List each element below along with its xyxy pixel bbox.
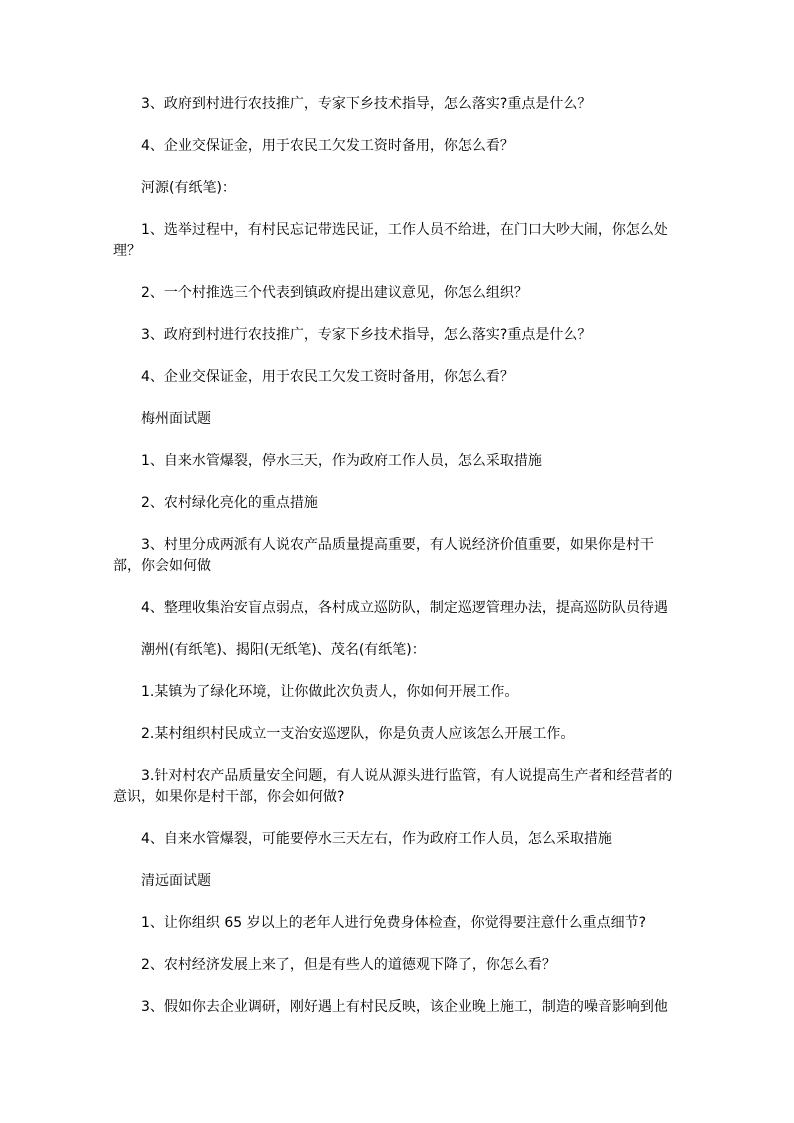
- question-item: 2、农村经济发展上来了，但是有些人的道德观下降了，你怎么看？: [141, 957, 556, 973]
- question-item: 1、让你组织 65 岁以上的老年人进行免费身体检查，你觉得要注意什么重点细节?: [141, 915, 647, 931]
- question-item: 1、选举过程中，有村民忘记带选民证，工作人员不给进，在门口大吵大闹，你怎么处理？: [113, 222, 668, 259]
- question-item: 1.某镇为了绿化环境，让你做此次负责人，你如何开展工作。: [141, 684, 519, 700]
- question-item: 4、自来水管爆裂，可能要停水三天左右，作为政府工作人员，怎么采取措施: [141, 831, 612, 847]
- question-item: 3、政府到村进行农技推广，专家下乡技术指导，怎么落实?重点是什么？: [141, 96, 592, 112]
- question-item: 2、一个村推选三个代表到镇政府提出建议意见，你怎么组织？: [141, 285, 528, 301]
- question-item: 3、村里分成两派有人说农产品质量提高重要，有人说经济价值重要，如果你是村干部，你会如何做: [113, 537, 654, 574]
- section-title-qingyuan: 清远面试题: [141, 873, 211, 889]
- section-label-chaozhou-jieyang-maoming: 潮州(有纸笔)、揭阳(无纸笔)、茂名(有纸笔)：: [141, 642, 426, 658]
- question-item: 3、假如你去企业调研，刚好遇上有村民反映，该企业晚上施工，制造的噪音影响到他: [141, 999, 668, 1015]
- question-item: 1、自来水管爆裂，停水三天，作为政府工作人员，怎么采取措施: [141, 453, 542, 469]
- question-item: 2、农村绿化亮化的重点措施: [141, 495, 318, 511]
- document-body-text: [113, 94, 681, 1039]
- question-item: 4、整理收集治安盲点弱点，各村成立巡防队，制定巡逻管理办法，提高巡防队员待遇: [141, 600, 668, 616]
- question-item: 4、企业交保证金，用于农民工欠发工资时备用，你怎么看？: [141, 138, 514, 154]
- question-item: 3.针对村农产品质量安全问题，有人说从源头进行监管，有人说提高生产者和经营者的意识，如果你是村干部，你会如何做?: [113, 768, 673, 805]
- question-item: 4、企业交保证金，用于农民工欠发工资时备用，你怎么看？: [141, 369, 514, 385]
- question-item: 2.某村组织村民成立一支治安巡逻队，你是负责人应该怎么开展工作。: [141, 726, 575, 742]
- section-label-heyuan: 河源(有纸笔)：: [141, 180, 236, 196]
- section-title-meizhou: 梅州面试题: [141, 411, 211, 427]
- question-item: 3、政府到村进行农技推广，专家下乡技术指导，怎么落实?重点是什么？: [141, 327, 592, 343]
